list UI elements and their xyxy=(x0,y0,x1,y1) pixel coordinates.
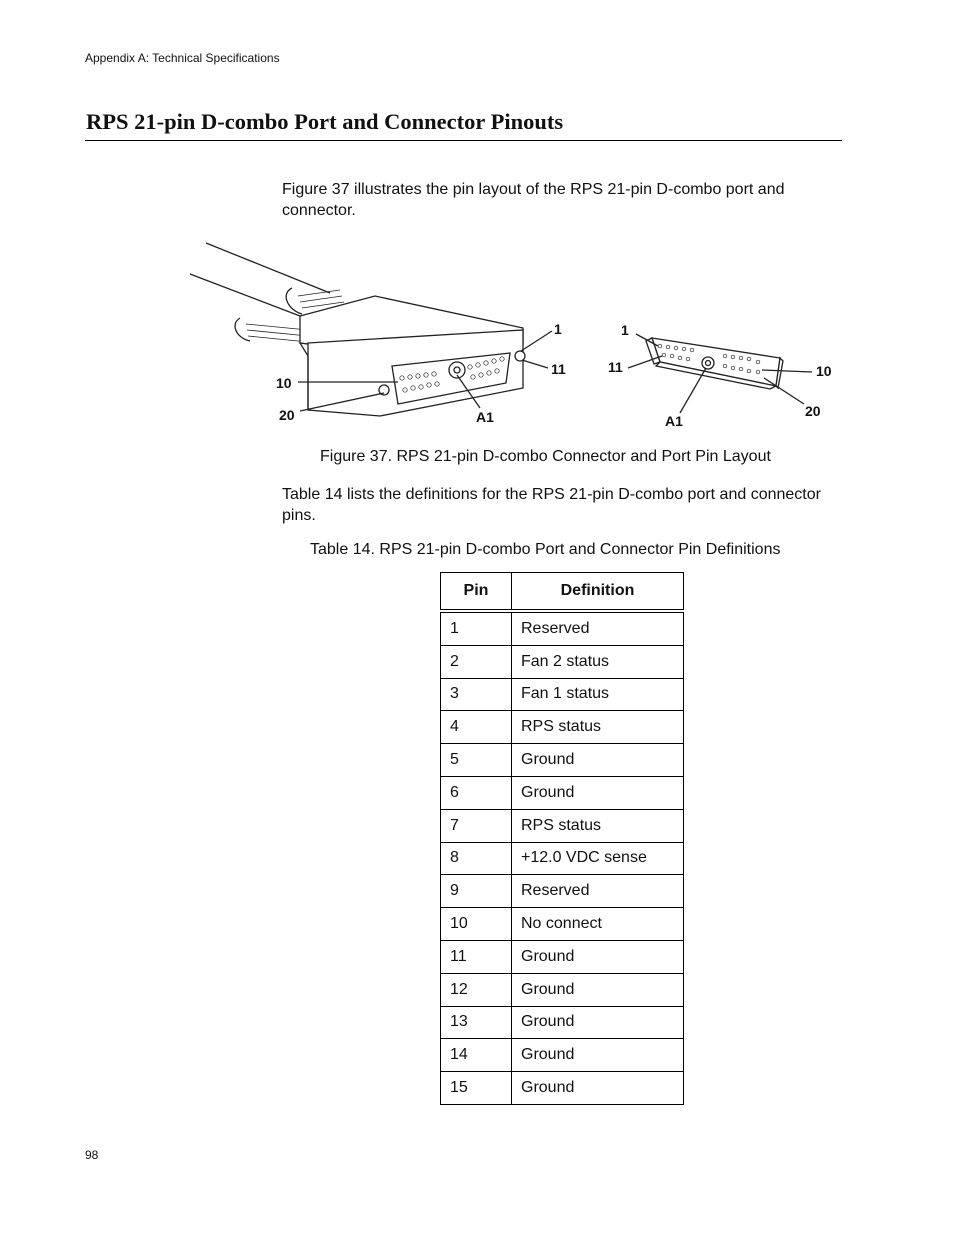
definition-cell: +12.0 VDC sense xyxy=(512,842,684,875)
connector-drawing xyxy=(190,243,552,416)
pin-cell: 9 xyxy=(441,875,512,908)
table-row xyxy=(441,908,684,941)
port-label-A1: A1 xyxy=(665,413,683,429)
pin-cell: 1 xyxy=(441,611,512,645)
definition-cell: Ground xyxy=(512,973,684,1006)
figure-caption: Figure 37. RPS 21-pin D-combo Connector and Port Pin Layout xyxy=(320,448,771,465)
pin-definitions-table xyxy=(440,572,684,1105)
pin-cell: 12 xyxy=(441,973,512,1006)
pin-cell: 10 xyxy=(441,908,512,941)
leader-connector-1 xyxy=(521,331,552,351)
column-header-definition: Definition xyxy=(512,573,684,612)
definition-cell: Fan 1 status xyxy=(512,678,684,711)
table-row xyxy=(441,842,684,875)
table-row xyxy=(441,973,684,1006)
port-label-20: 20 xyxy=(805,403,821,419)
strain-relief-lower xyxy=(235,318,250,341)
pin-cell: 8 xyxy=(441,842,512,875)
title-rule xyxy=(85,140,842,141)
definition-cell: Reserved xyxy=(512,875,684,908)
connector-label-10: 10 xyxy=(276,375,292,391)
table-row xyxy=(441,744,684,777)
table-row xyxy=(441,1006,684,1039)
table-row xyxy=(441,809,684,842)
definition-cell: RPS status xyxy=(512,711,684,744)
definition-cell: Fan 2 status xyxy=(512,645,684,678)
port-label-1: 1 xyxy=(621,322,629,338)
connector-label-A1: A1 xyxy=(476,409,494,425)
pin-cell: 4 xyxy=(441,711,512,744)
cable-edge-bottom xyxy=(190,274,300,316)
definition-cell: Ground xyxy=(512,776,684,809)
port-label-11: 11 xyxy=(608,359,623,375)
pin-cell: 6 xyxy=(441,776,512,809)
pin-cell: 3 xyxy=(441,678,512,711)
definition-cell: Reserved xyxy=(512,611,684,645)
definition-cell: Ground xyxy=(512,1072,684,1105)
pin-cell: 15 xyxy=(441,1072,512,1105)
pin-cell: 13 xyxy=(441,1006,512,1039)
definition-cell: No connect xyxy=(512,908,684,941)
pin-cell: 2 xyxy=(441,645,512,678)
pin-cell: 5 xyxy=(441,744,512,777)
definition-cell: Ground xyxy=(512,940,684,973)
running-header: Appendix A: Technical Specifications xyxy=(85,51,280,65)
leader-port-20 xyxy=(764,378,804,404)
leader-port-A1 xyxy=(680,368,706,413)
page-number: 98 xyxy=(85,1148,99,1162)
table-header-row xyxy=(441,573,684,612)
port-label-10: 10 xyxy=(816,363,832,379)
connector-label-1: 1 xyxy=(554,321,562,337)
table-row xyxy=(441,1072,684,1105)
table-row xyxy=(441,611,684,645)
strain-relief xyxy=(286,288,302,314)
definition-cell: Ground xyxy=(512,744,684,777)
table-row xyxy=(441,645,684,678)
table-row xyxy=(441,875,684,908)
definition-cell: RPS status xyxy=(512,809,684,842)
leader-connector-11 xyxy=(522,360,548,368)
definition-cell: Ground xyxy=(512,1039,684,1072)
connector-label-11: 11 xyxy=(551,361,566,377)
table-row xyxy=(441,711,684,744)
pin-cell: 11 xyxy=(441,940,512,973)
port-face xyxy=(652,338,780,386)
table-row xyxy=(441,1039,684,1072)
pin-layout-figure xyxy=(180,238,840,438)
table-row xyxy=(441,678,684,711)
table-row xyxy=(441,940,684,973)
pin-cell: 14 xyxy=(441,1039,512,1072)
definition-cell: Ground xyxy=(512,1006,684,1039)
table-intro-paragraph: Table 14 lists the definitions for the RPS 21-pin D-combo port and connector pins. xyxy=(282,486,821,524)
pin-cell: 7 xyxy=(441,809,512,842)
intro-paragraph: Figure 37 illustrates the pin layout of the RPS 21-pin D-combo port and connector. xyxy=(282,181,785,219)
table-row xyxy=(441,776,684,809)
section-title: RPS 21-pin D-combo Port and Connector Pinouts xyxy=(86,109,564,134)
screw-right xyxy=(515,351,525,361)
column-header-pin: Pin xyxy=(441,573,512,612)
port-drawing xyxy=(628,334,812,413)
connector-label-20: 20 xyxy=(279,407,295,423)
cable-edge-top xyxy=(206,243,330,293)
table-caption: Table 14. RPS 21-pin D-combo Port and Connector Pin Definitions xyxy=(310,541,781,558)
